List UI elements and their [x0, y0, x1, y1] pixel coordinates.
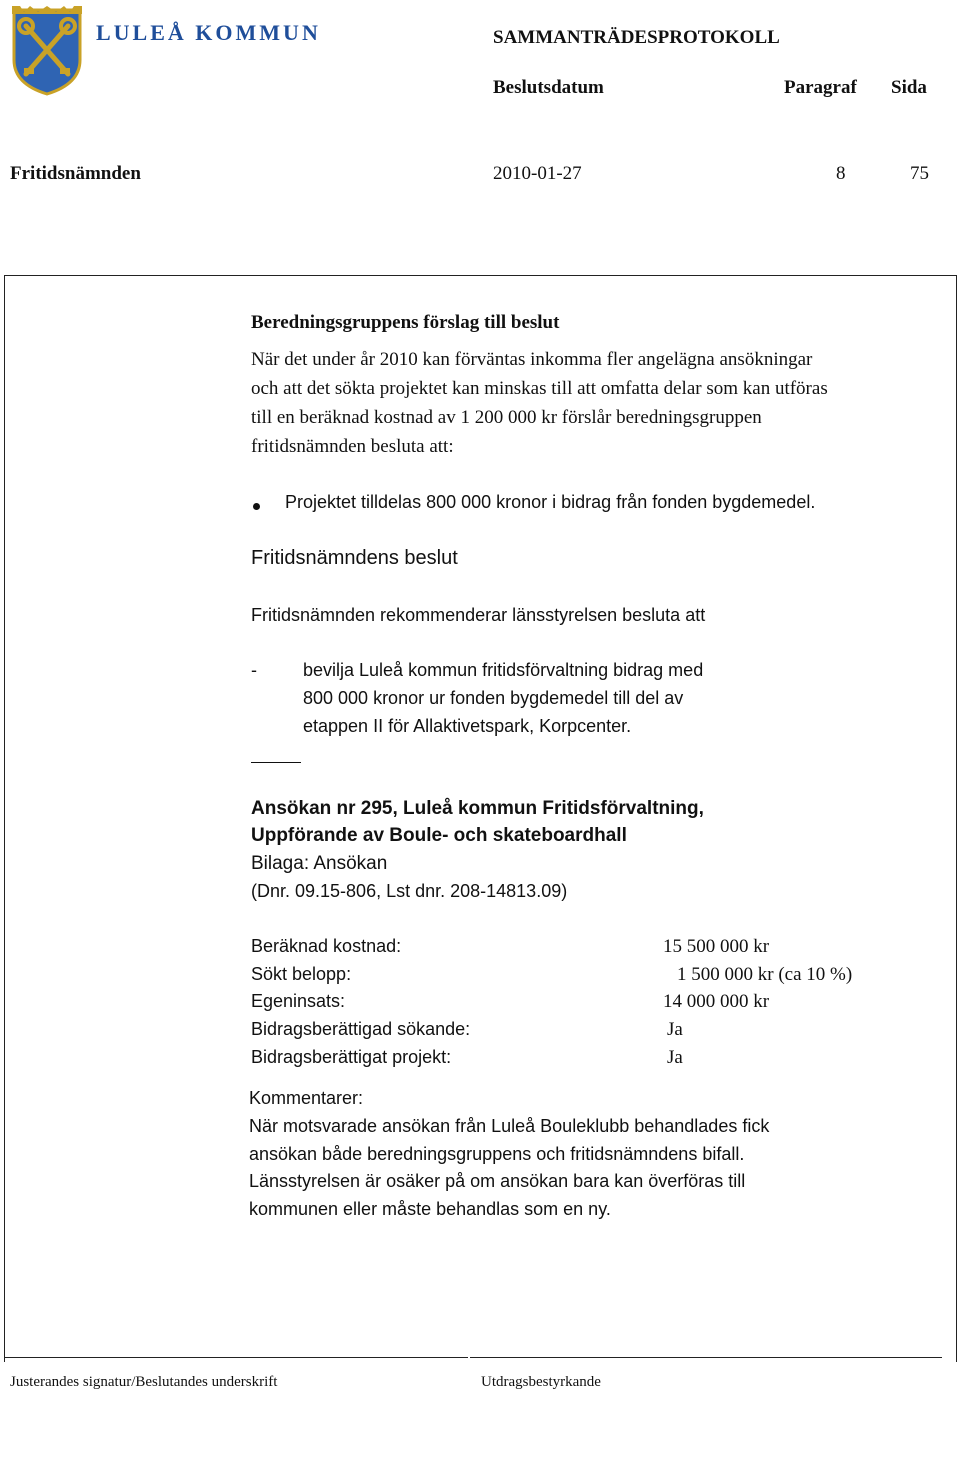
org-name: LULEÅ KOMMUN — [96, 20, 321, 45]
fact-label: Sökt belopp: — [251, 964, 352, 984]
bullet-icon — [253, 503, 260, 510]
fact-value: 1 500 000 kr (ca 10 %) — [677, 964, 853, 985]
decision-item-line: etappen II för Allaktivetspark, Korpcenter. — [303, 716, 632, 736]
proposal-bullet: Projektet tilldelas 800 000 kronor i bidrag från fonden bygdemedel. — [285, 492, 816, 512]
fact-value: Ja — [667, 1047, 683, 1068]
decision-item-line: bevilja Luleå kommun fritidsförvaltning bidrag med — [303, 660, 704, 680]
paragraph-number: 8 — [836, 163, 846, 184]
fact-value: Ja — [667, 1019, 683, 1040]
decision-item-line: 800 000 kronor ur fonden bygdemedel till del av — [303, 688, 684, 708]
comment-line: ansökan både beredningsgruppens och fritidsnämndens bifall. — [249, 1144, 745, 1164]
proposal-line: till en beräknad kostnad av 1 200 000 kr förslår beredningsgruppen — [251, 407, 762, 428]
application-title: Ansökan nr 295, Luleå kommun Fritidsförvaltning, — [251, 798, 704, 819]
decision-intro: Fritidsnämnden rekommenderar länsstyrelsen besluta att — [251, 605, 706, 625]
proposal-line: När det under år 2010 kan förväntas inkomma fler angelägna ansökningar — [251, 349, 813, 370]
col-page-label: Sida — [891, 77, 927, 98]
committee-name: Fritidsnämnden — [10, 163, 141, 184]
comments-heading: Kommentarer: — [249, 1088, 364, 1108]
decision-heading: Fritidsnämndens beslut — [251, 547, 458, 569]
proposal-line: och att det sökta projektet kan minskas till att omfatta delar som kan utföras — [251, 378, 828, 399]
fact-label: Bidragsberättigat projekt: — [251, 1047, 452, 1067]
doc-type: SAMMANTRÄDESPROTOKOLL — [493, 27, 780, 48]
signature-label: Justerandes signatur/Beslutandes underskrift — [10, 1374, 278, 1390]
application-attachment: Bilaga: Ansökan — [251, 853, 388, 874]
page-number: 75 — [910, 163, 929, 184]
meeting-date: 2010-01-27 — [493, 163, 582, 184]
fact-value: 15 500 000 kr — [663, 936, 770, 957]
application-subtitle: Uppförande av Boule- och skateboardhall — [251, 825, 627, 846]
fact-label: Beräknad kostnad: — [251, 936, 402, 956]
footer-rule-left — [4, 1357, 468, 1358]
proposal-heading: Beredningsgruppens förslag till beslut — [251, 312, 560, 333]
comment-line: kommunen eller måste behandlas som en ny. — [249, 1199, 611, 1219]
footer-rule-right — [470, 1357, 942, 1358]
decision-dash: - — [251, 660, 257, 680]
lulea-coat-of-arms-icon — [10, 4, 84, 96]
section-divider — [251, 762, 301, 763]
fact-label: Bidragsberättigad sökande: — [251, 1019, 471, 1039]
fact-value: 14 000 000 kr — [663, 991, 770, 1012]
col-date-label: Beslutsdatum — [493, 77, 604, 98]
comment-line: Länsstyrelsen är osäker på om ansökan bara kan överföras till — [249, 1171, 746, 1191]
fact-label: Egeninsats: — [251, 991, 346, 1011]
col-paragraph-label: Paragraf — [784, 77, 857, 98]
comment-line: När motsvarade ansökan från Luleå Bouleklubb behandlades fick — [249, 1116, 770, 1136]
application-ref: (Dnr. 09.15-806, Lst dnr. 208-14813.09) — [251, 881, 568, 901]
proposal-line: fritidsnämnden besluta att: — [251, 436, 454, 457]
extract-label: Utdragsbestyrkande — [481, 1374, 601, 1390]
